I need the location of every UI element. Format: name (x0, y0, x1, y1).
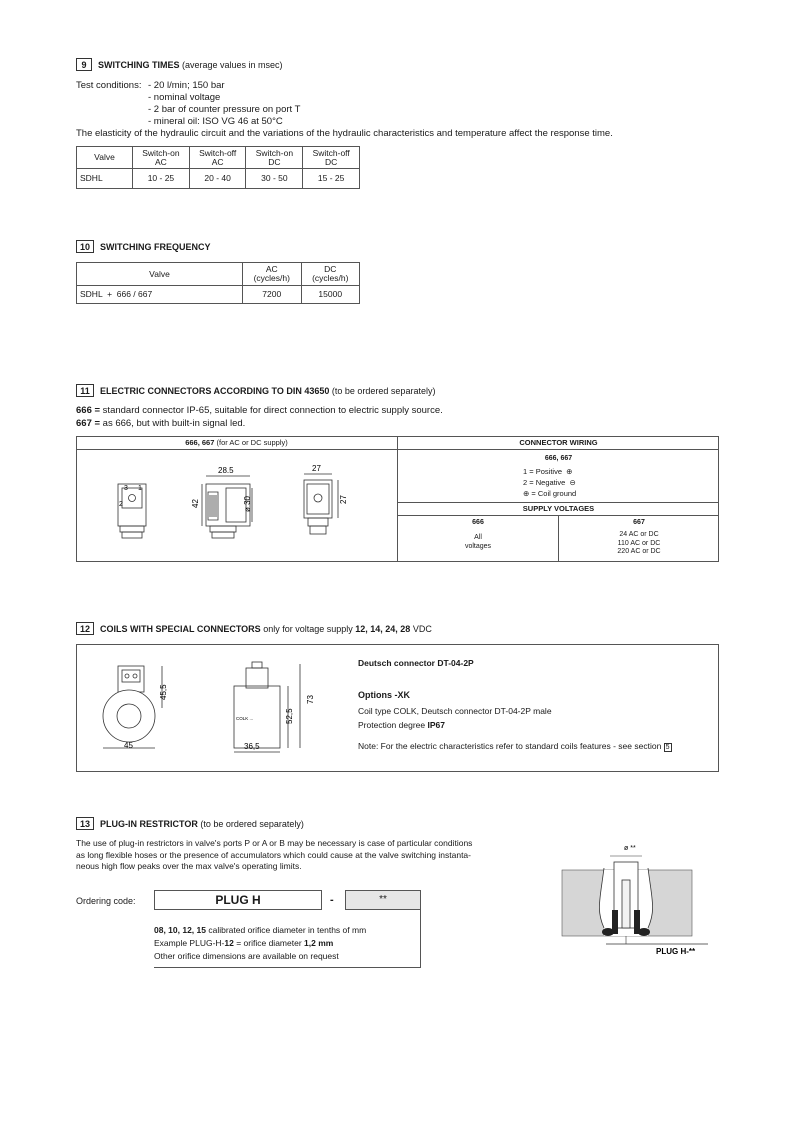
section-subtitle: (average values in msec) (182, 59, 283, 70)
section-ref: 5 (665, 744, 670, 751)
dim-label: 36,5 (244, 742, 260, 751)
dim-label: 45,5 (159, 684, 168, 700)
section-title: PLUG-IN RESTRICTOR (100, 818, 198, 829)
section-subtitle: (to be ordered separately) (200, 818, 304, 829)
stars-box: ** (345, 890, 421, 910)
table-cell: 10 - 25 (133, 169, 190, 189)
table-cell: 15000 (301, 286, 360, 304)
connector-667-desc: 667 = as 666, but with built-in signal led. (76, 418, 246, 429)
options-title: Options -XK (358, 690, 410, 700)
dim-label: 52,5 (285, 708, 294, 724)
table-header: Valve (77, 263, 243, 286)
table-header: Switch-off AC (189, 147, 246, 169)
section-subtitle: (to be ordered separately) (331, 385, 436, 396)
section-10-heading (76, 240, 211, 253)
coil-drawings (76, 644, 356, 772)
supply-666: 666 (472, 519, 484, 526)
dim-label: 27 (339, 495, 348, 504)
table-cell: SDHL + 666 / 667 (77, 286, 243, 304)
section-12-heading: 12 COILS WITH SPECIAL CONNECTORS only for voltage supply 12, 14, 24, 28 VDC (76, 622, 432, 635)
condition-line: - 2 bar of counter pressure on port T (148, 104, 301, 115)
connector-666-desc: 666 = standard connector IP-65, suitable for direct connection to electric supply source. (76, 405, 443, 416)
code-box: PLUG H (154, 890, 322, 910)
condition-line: - mineral oil: ISO VG 46 at 50°C (148, 116, 283, 127)
section-11-heading (76, 384, 435, 397)
test-conditions-label: Test conditions: (76, 80, 142, 91)
wiring-sub: 666, 667 (544, 455, 573, 462)
table-header: Valve (77, 147, 133, 169)
dim-label: ø 30 (243, 495, 252, 512)
section-title: ELECTRIC CONNECTORS ACCORDING TO DIN 43650 (100, 385, 330, 396)
table-header: AC (cycles/h) (243, 263, 302, 286)
condition-line: - nominal voltage (148, 92, 221, 103)
wiring-header: CONNECTOR WIRING (519, 438, 598, 447)
switching-times-table (76, 146, 360, 189)
dim-label: 73 (306, 695, 315, 704)
section-number: 9 (76, 58, 92, 71)
switching-frequency-table (76, 262, 360, 304)
pin-1-label: 1 (138, 485, 142, 492)
dim-label: 42 (191, 499, 200, 508)
supply-header: SUPPLY VOLTAGES (522, 504, 595, 513)
section-number: 11 (76, 384, 94, 397)
table-header: Switch-on DC (246, 147, 303, 169)
table-header: Switch-off DC (303, 147, 360, 169)
connector-left-header: 666, 667 (for AC or DC supply) (185, 438, 288, 447)
plug-diagram (560, 840, 720, 960)
table-cell: 15 - 25 (303, 169, 360, 189)
option-line-2: Protection degree IP67 (358, 720, 445, 730)
supply-666-values: All voltages (464, 534, 492, 550)
table-cell: 7200 (243, 286, 302, 304)
plug-diameter: ø ** (624, 845, 636, 852)
table-cell: 30 - 50 (246, 169, 303, 189)
section-number: 13 (76, 817, 94, 830)
supply-667-values: 24 AC or DC 110 AC or DC 220 AC or DC (617, 531, 661, 555)
section-title: COILS WITH SPECIAL CONNECTORS (100, 623, 261, 634)
coil-note: Note: For the electric characteristics refer to standard coils features - see section 5 (358, 741, 670, 751)
table-header: Switch-on AC (133, 147, 190, 169)
dim-label: 45 (124, 741, 133, 750)
ordering-desc: 08, 10, 12, 15 calibrated orifice diameter in tenths of mm Example PLUG-H-12 = orifice diameter 1,2 mm Other orifice dimensions are available on request (154, 925, 367, 961)
dim-label: 28.5 (218, 466, 234, 475)
plug-label: PLUG H-** (656, 947, 696, 956)
connector-drawings (76, 450, 397, 562)
dim-label: 27 (312, 464, 321, 473)
table-cell: SDHL (77, 169, 133, 189)
wiring-list (523, 466, 576, 499)
deutsch-connector: Deutsch connector DT-04-2P (358, 658, 474, 668)
pin-3-label: 3 (124, 485, 128, 492)
section-9-heading (76, 58, 283, 71)
section-number: 12 (76, 622, 94, 635)
wiring-item: 1 = Positive ⊕ (523, 467, 573, 476)
section-number: 10 (76, 240, 94, 253)
coil-marking: COLK ... (236, 716, 254, 721)
section-title: SWITCHING FREQUENCY (100, 241, 211, 252)
option-line-1: Coil type COLK, Deutsch connector DT-04-2P male (358, 706, 552, 716)
table-cell: 20 - 40 (189, 169, 246, 189)
restrictor-text: The use of plug-in restrictors in valve's ports P or A or B may be necessary is case of particular conditions as long flexible hoses or the presence of accumulators which could cause at the valve switching instanta- neous high flow peaks over the max valve's operating limits. (76, 838, 473, 871)
section-13-heading (76, 817, 304, 830)
wiring-item: ⊕ = Coil ground (523, 489, 577, 498)
condition-line: - 20 l/min; 150 bar (148, 80, 225, 91)
section-title: SWITCHING TIMES (98, 59, 180, 70)
elasticity-note: The elasticity of the hydraulic circuit and the variations of the hydraulic characteristics and temperature affect the response time. (76, 128, 613, 139)
supply-667: 667 (633, 519, 645, 526)
table-header: DC (cycles/h) (301, 263, 360, 286)
code-dash: - (330, 894, 334, 906)
pin-2-label: 2 (119, 501, 123, 508)
wiring-item: 2 = Negative ⊖ (523, 478, 576, 487)
ordering-label: Ordering code: (76, 896, 136, 906)
